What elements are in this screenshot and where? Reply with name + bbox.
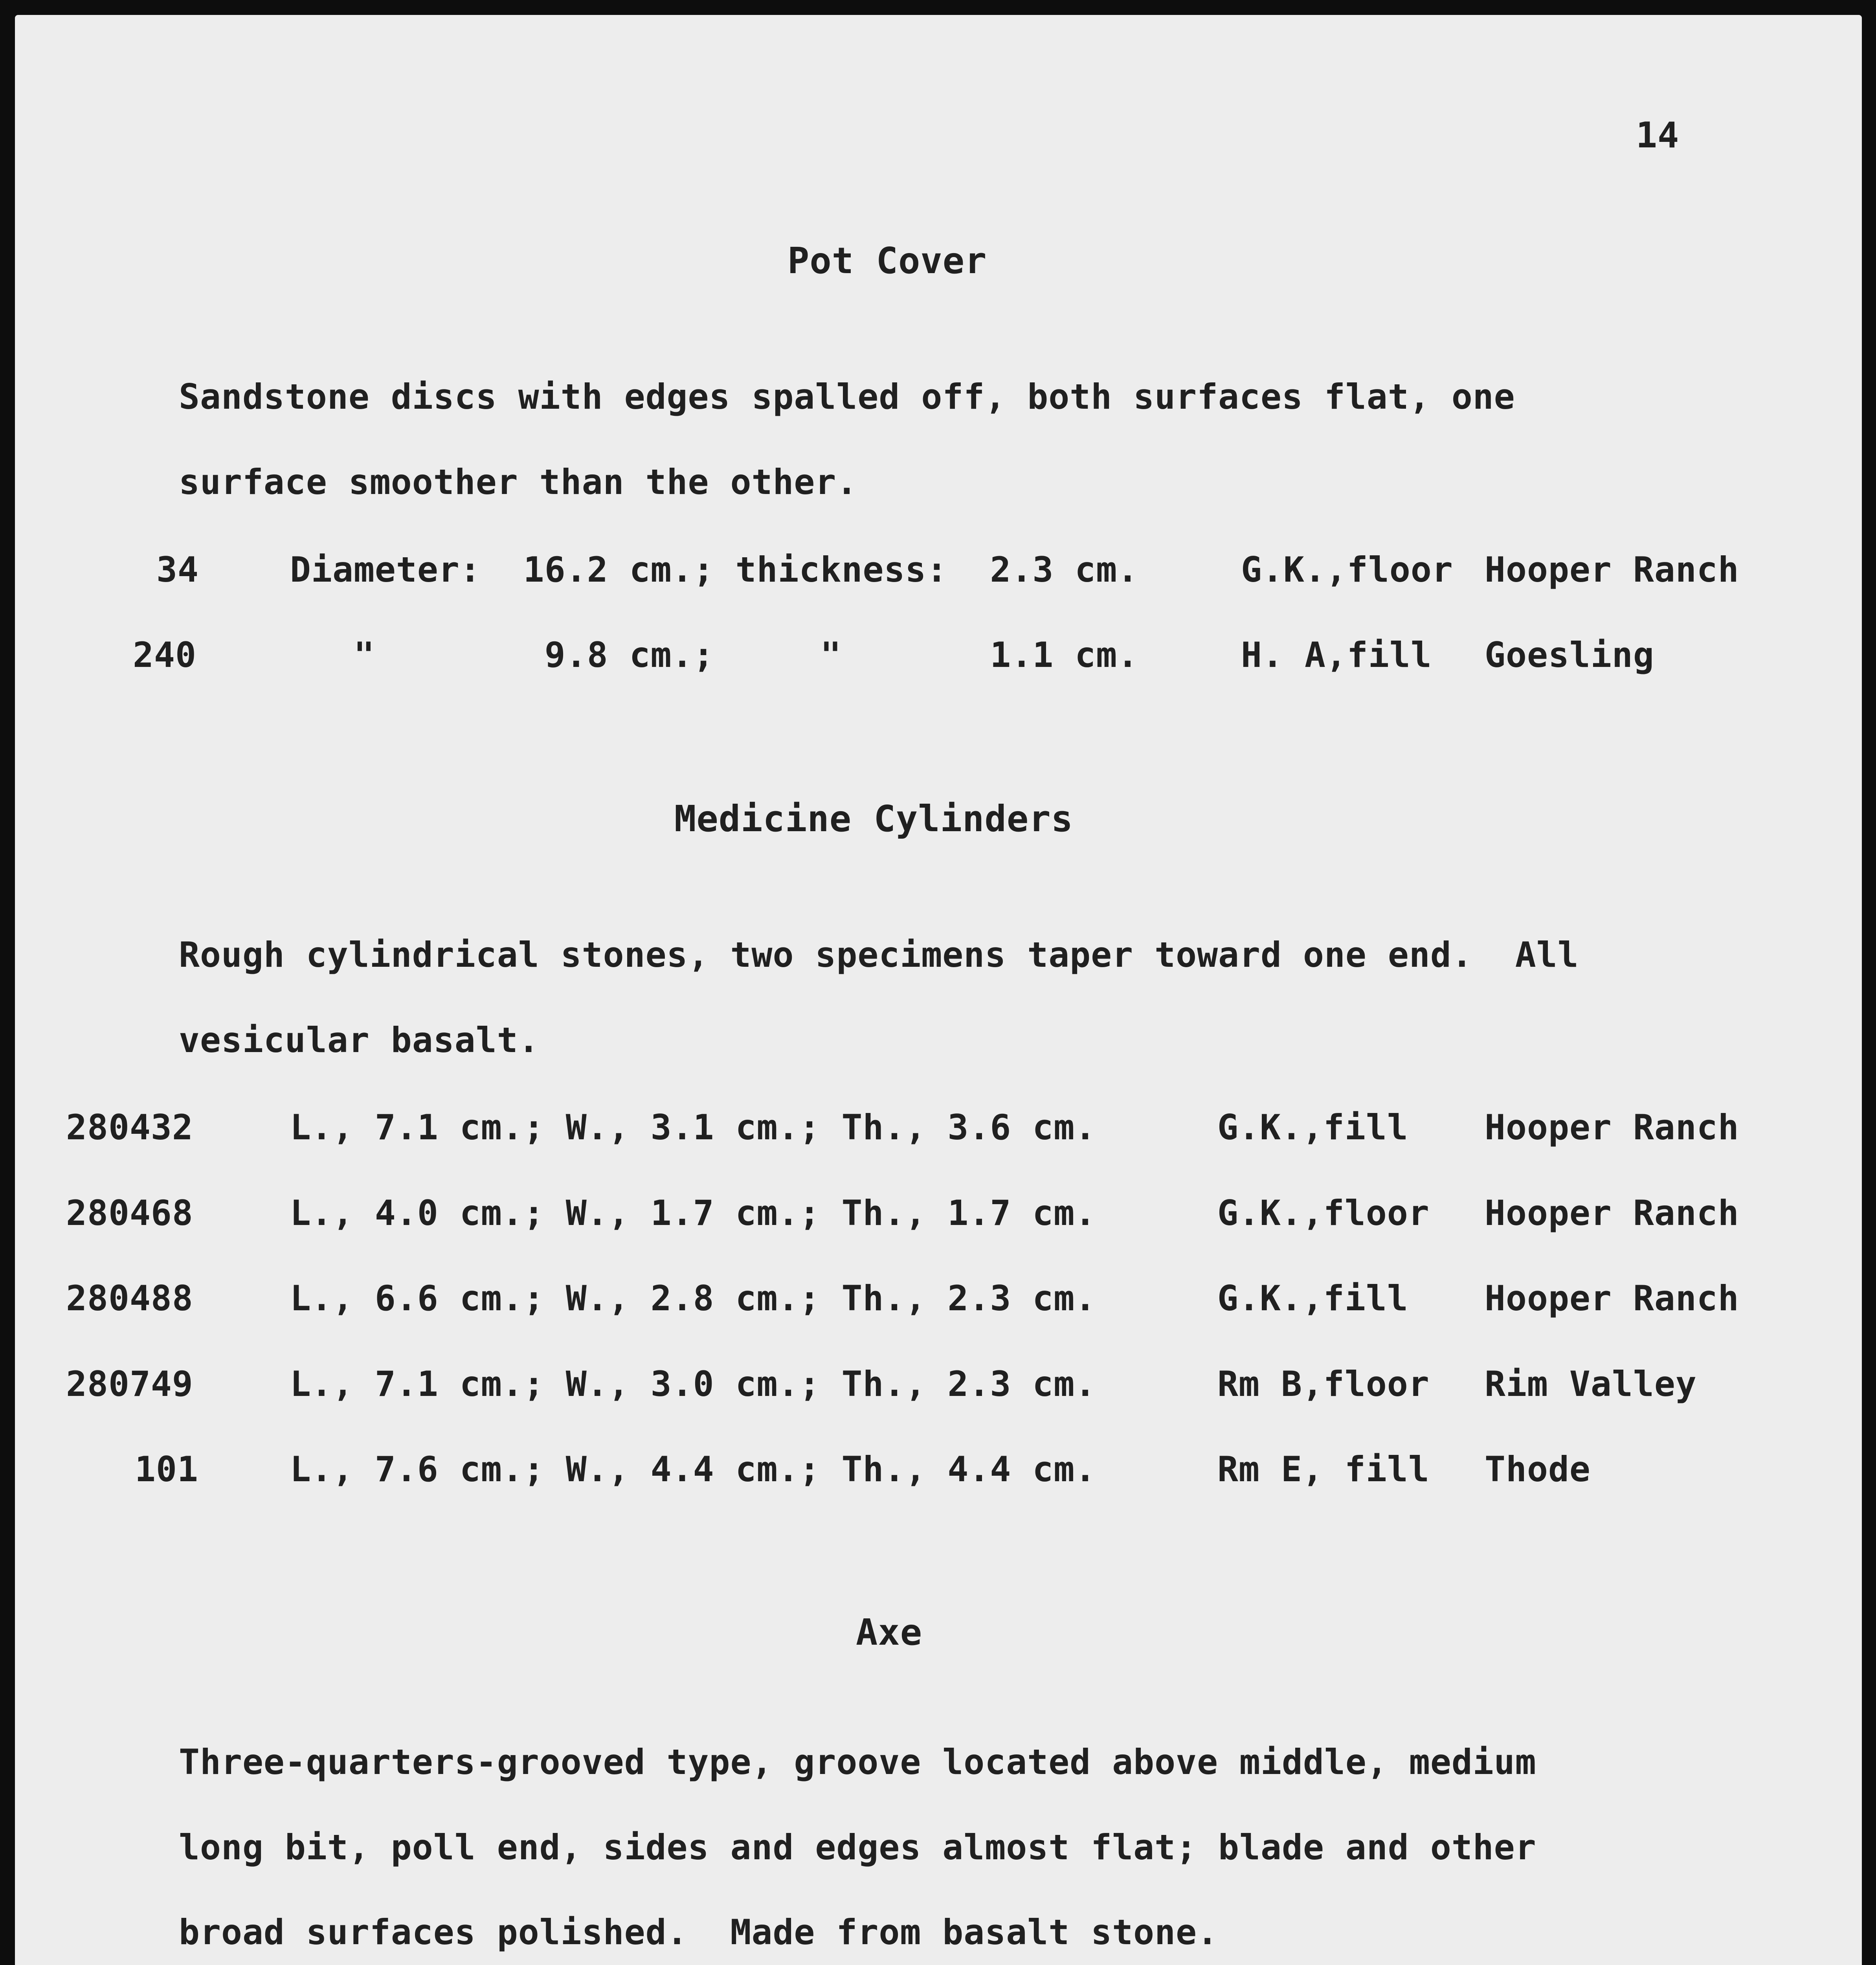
measurements: L., 6.6 cm.; W., 2.8 cm.; Th., 2.3 cm. bbox=[290, 1278, 1096, 1319]
section-heading-pot-cover: Pot Cover bbox=[787, 240, 987, 282]
measurements: L., 4.0 cm.; W., 1.7 cm.; Th., 1.7 cm. bbox=[290, 1193, 1096, 1233]
description-line: broad surfaces polished. Made from basalt stone. bbox=[179, 1912, 1219, 1952]
provenience: G.K.,fill bbox=[1217, 1278, 1408, 1319]
site-name: Hooper Ranch bbox=[1485, 1107, 1739, 1148]
catalog-number: 101 bbox=[135, 1449, 198, 1489]
provenience: G.K.,floor bbox=[1217, 1193, 1430, 1233]
description-line: long bit, poll end, sides and edges almost flat; blade and other bbox=[179, 1827, 1536, 1868]
measurements: " 9.8 cm.; " 1.1 cm. bbox=[290, 635, 1139, 675]
site-name: Rim Valley bbox=[1485, 1364, 1697, 1404]
site-name: Hooper Ranch bbox=[1485, 1193, 1739, 1233]
provenience: Rm E, fill bbox=[1217, 1449, 1430, 1489]
site-name: Hooper Ranch bbox=[1485, 549, 1739, 590]
provenience: Rm B,floor bbox=[1217, 1364, 1430, 1404]
description-line: surface smoother than the other. bbox=[179, 462, 858, 502]
description-line: vesicular basalt. bbox=[179, 1020, 540, 1060]
page-number: 14 bbox=[1636, 115, 1680, 156]
catalog-number: 280488 bbox=[66, 1278, 193, 1319]
measurements: L., 7.1 cm.; W., 3.0 cm.; Th., 2.3 cm. bbox=[290, 1364, 1096, 1404]
description-line: Sandstone discs with edges spalled off, both surfaces flat, one bbox=[179, 376, 1515, 417]
site-name: Thode bbox=[1485, 1449, 1591, 1489]
description-line: Rough cylindrical stones, two specimens taper toward one end. All bbox=[179, 935, 1579, 975]
site-name: Goesling bbox=[1485, 635, 1654, 675]
provenience: G.K.,floor bbox=[1241, 549, 1453, 590]
catalog-number: 280749 bbox=[66, 1364, 193, 1404]
catalog-number: 280468 bbox=[66, 1193, 193, 1233]
section-heading-axe: Axe bbox=[856, 1611, 923, 1653]
measurements: L., 7.1 cm.; W., 3.1 cm.; Th., 3.6 cm. bbox=[290, 1107, 1096, 1148]
site-name: Hooper Ranch bbox=[1485, 1278, 1739, 1319]
document-page bbox=[15, 15, 1862, 1965]
section-heading-medicine-cylinders: Medicine Cylinders bbox=[674, 798, 1073, 840]
measurements: Diameter: 16.2 cm.; thickness: 2.3 cm. bbox=[290, 549, 1139, 590]
provenience: H. A,fill bbox=[1241, 635, 1432, 675]
provenience: G.K.,fill bbox=[1217, 1107, 1408, 1148]
catalog-number: 240 bbox=[133, 635, 196, 675]
catalog-number: 280432 bbox=[66, 1107, 193, 1148]
measurements: L., 7.6 cm.; W., 4.4 cm.; Th., 4.4 cm. bbox=[290, 1449, 1096, 1489]
description-line: Three-quarters-grooved type, groove located above middle, medium bbox=[179, 1742, 1536, 1782]
catalog-number: 34 bbox=[156, 549, 199, 590]
